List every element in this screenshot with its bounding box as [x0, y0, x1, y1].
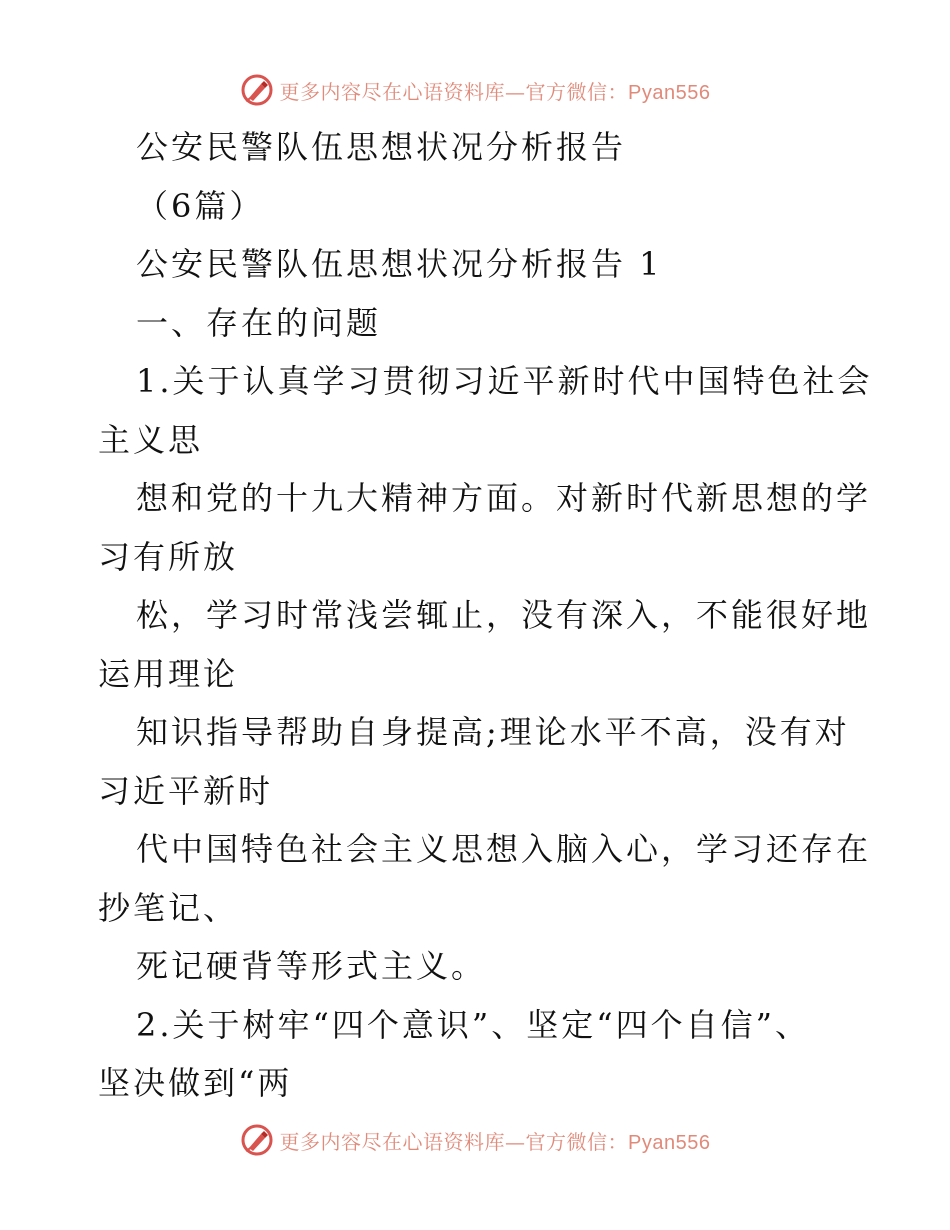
document-body [98, 118, 873, 1113]
paragraph-line: 知识指导帮助自身提高;理论水平不高，没有对 [136, 713, 850, 751]
section-heading: 公安民警队伍思想状况分析报告 1 [136, 245, 663, 283]
paragraph-line: 抄笔记、 [98, 888, 239, 927]
paragraph-line: 运用理论 [98, 654, 239, 693]
paragraph-line: 主义思 [98, 420, 204, 459]
watermark-text: 更多内容尽在心语资料库—官方微信：Pyan556 [279, 1129, 711, 1154]
pen-logo-icon [240, 1123, 274, 1157]
subsection-heading: 一、存在的问题 [136, 303, 382, 342]
pen-logo-icon [240, 73, 274, 107]
paragraph-line: 习近平新时 [98, 771, 274, 810]
paragraph-line: 死记硬背等形式主义。 [136, 947, 487, 985]
doc-subtitle: （6篇） [136, 186, 265, 225]
doc-title: 公安民警队伍思想状况分析报告 [136, 128, 627, 166]
watermark-text: 更多内容尽在心语资料库—官方微信：Pyan556 [279, 79, 711, 104]
paragraph-line: 1.关于认真学习贯彻习近平新时代中国特色社会 [136, 362, 873, 400]
paragraph-line: 松，学习时常浅尝辄止，没有深入，不能很好地 [136, 596, 872, 634]
watermark-header [0, 70, 950, 110]
paragraph-line: 习有所放 [98, 537, 239, 576]
paragraph-line: 2.关于树牢“四个意识”、坚定“四个自信”、 [136, 1005, 810, 1044]
watermark-footer [0, 1120, 950, 1160]
paragraph-line: 代中国特色社会主义思想入脑入心，学习还存在 [136, 830, 872, 868]
paragraph-line: 想和党的十九大精神方面。对新时代新思想的学 [136, 479, 872, 517]
paragraph-line: 坚决做到“两 [98, 1064, 293, 1102]
